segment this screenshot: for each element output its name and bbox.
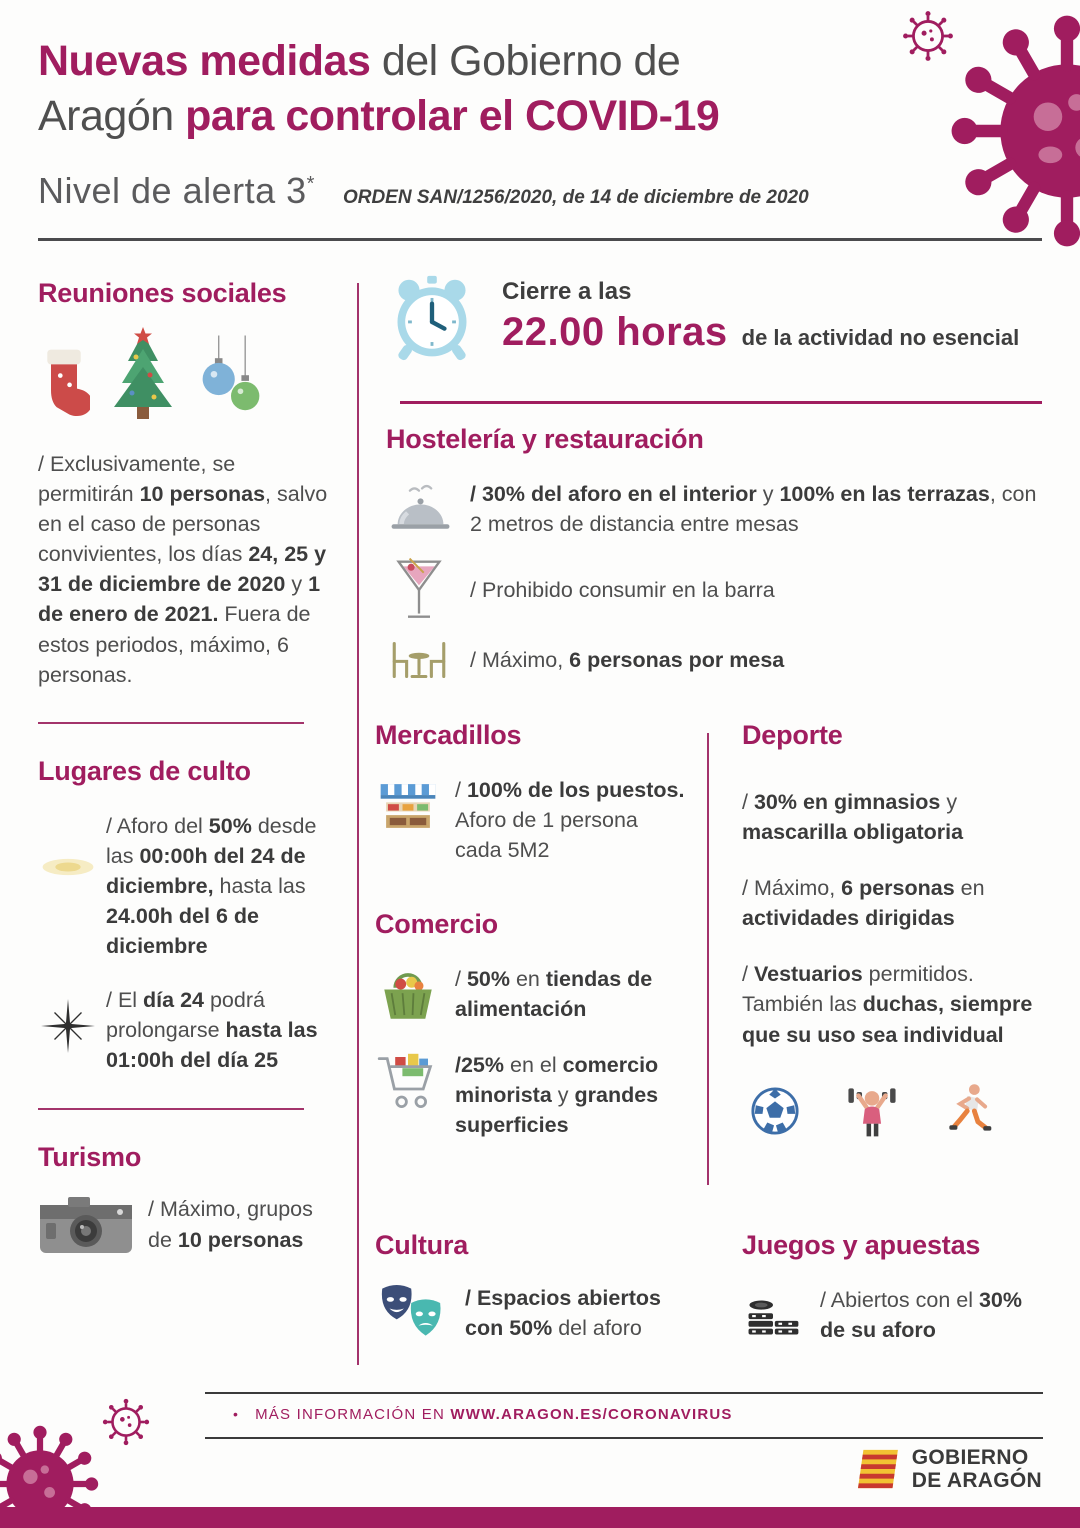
deporte-item-3-text: / Vestuarios permitidos. También las duchas, siempre que su uso sea individual [742, 962, 1033, 1047]
culto-item-2-text: / El día 24 podrá prolongarse hasta las 01:00h del día 25 [106, 988, 318, 1073]
more-info-text [233, 1406, 1033, 1423]
juegos-item [742, 1285, 1044, 1345]
cocktail-icon [393, 557, 445, 623]
page-title-line1: Nuevas medidas del Gobierno de [38, 37, 681, 85]
coronavirus-url[interactable]: WWW.ARAGON.ES/CORONAVIRUS [450, 1406, 733, 1423]
comercio-item-1 [375, 964, 691, 1026]
deporte-item-1-text: / 30% en gimnasios y mascarilla obligatoria [742, 790, 964, 845]
star-icon [41, 999, 95, 1053]
logo-line2: DE ARAGÓN [911, 1469, 1042, 1493]
sports-icons-row [742, 1082, 1044, 1140]
order-reference: ORDEN SAN/1256/2020, de 14 de diciembre de 2020 [342, 187, 809, 208]
section-title-comercio: Comercio [375, 909, 498, 940]
section-title-culto: Lugares de culto [38, 755, 251, 786]
page-title [38, 34, 719, 144]
cultura-item [375, 1283, 691, 1343]
section-title-deporte: Deporte [742, 720, 843, 750]
alert-row [38, 170, 809, 212]
comercio-item-2 [375, 1050, 691, 1140]
hosteleria-item-2-text: / Prohibido consumir en la barra [470, 578, 775, 603]
turismo-item [38, 1193, 336, 1257]
logo-text [912, 1446, 1042, 1492]
alert-asterisk: * [306, 173, 315, 195]
grocery-basket-icon [377, 964, 439, 1026]
vertical-divider-main [357, 283, 359, 1365]
bottom-accent-bar [0, 1507, 1080, 1528]
alarm-clock-icon [386, 274, 478, 366]
juegos-section [742, 1230, 1044, 1345]
middle-column [375, 720, 691, 1141]
christmas-icons-row [38, 327, 336, 423]
hosteleria-item-2 [386, 557, 1046, 623]
hosteleria-item-1 [386, 479, 1046, 539]
virus-solid-icon [948, 12, 1080, 250]
closure-intro: Cierre a las [502, 278, 632, 305]
hosteleria-section [386, 424, 1046, 683]
soccer-ball-icon [750, 1086, 800, 1136]
comercio-item-2-text: /25% en el comercio minorista y grandes superficies [455, 1053, 659, 1138]
vertical-divider-mid [707, 733, 709, 1185]
section-title-juegos: Juegos y apuestas [742, 1230, 981, 1260]
page-title-line2: Aragón para controlar el COVID-19 [38, 92, 720, 141]
christmas-stocking-icon [38, 343, 90, 423]
closure-divider [400, 401, 1042, 404]
virus-outline-icon-footer [100, 1396, 152, 1448]
left-column [38, 278, 336, 1257]
gobierno-aragon-logo [856, 1446, 1042, 1492]
hosteleria-item-3-text: / Máximo, 6 personas por mesa [470, 648, 785, 673]
baubles-icon [196, 335, 266, 423]
section-title-mercadillos: Mercadillos [375, 720, 522, 750]
section-title-reuniones: Reuniones sociales [38, 278, 287, 308]
closure-time: 22.00 horas [502, 310, 728, 354]
bullet-point: • [233, 1406, 240, 1422]
closure-scope: de la actividad no esencial [741, 325, 1020, 350]
christmas-tree-icon [106, 327, 180, 423]
camera-icon [38, 1193, 134, 1257]
juegos-item-text: / Abiertos con el 30% de su aforo [820, 1288, 1022, 1343]
deporte-item-2-text: / Máximo, 6 personas en actividades dirigidas [742, 876, 985, 931]
cloche-icon [387, 484, 451, 534]
section-title-turismo: Turismo [38, 1141, 142, 1172]
candle-glow-icon [39, 847, 97, 887]
left-divider-2 [38, 1108, 304, 1110]
logo-line1: GOBIERNO [911, 1446, 1029, 1469]
turismo-item-text: / Máximo, grupos de 10 personas [148, 1197, 313, 1252]
theater-masks-icon [375, 1283, 451, 1343]
right-column [742, 720, 1044, 1140]
weightlifting-icon [846, 1082, 898, 1140]
more-info-label: MÁS INFORMACIÓN EN [255, 1406, 451, 1423]
mercadillos-item [375, 775, 691, 865]
left-divider-1 [38, 722, 304, 724]
culto-item-1-text: / Aforo del 50% desde las 00:00h del 24 de diciembre, hasta las 24.00h del 6 de diciembre [106, 813, 317, 959]
cultura-item-text: / Espacios abiertos con 50% del aforo [465, 1286, 661, 1341]
aragon-flag-icon [856, 1447, 902, 1491]
closure-banner [386, 274, 1046, 366]
header-divider [38, 238, 1042, 241]
table-chairs-icon [386, 637, 452, 683]
footer-info-bar [205, 1392, 1043, 1439]
alert-level: Nivel de alerta 3* [38, 170, 315, 211]
runner-icon [944, 1082, 994, 1140]
culto-item-1 [38, 811, 336, 961]
shopping-cart-icon [376, 1050, 440, 1112]
hosteleria-item-1-text: / 30% del aforo en el interior y 100% en las terrazas, con 2 metros de distancia entre mesas [470, 482, 1037, 537]
comercio-item-1-text: / 50% en tiendas de alimentación [455, 967, 653, 1022]
reuniones-body: / Exclusivamente, se permitirán 10 personas, salvo en el caso de personas convivientes, los días 24, 25 y 31 de diciembre de 2020 y 1 de enero de 2021. Fuera de estos periodos, máximo, 6 personas. [38, 452, 328, 687]
hosteleria-item-3 [386, 637, 1046, 683]
mercadillos-item-text: / 100% de los puestos. Aforo de 1 persona cada 5M2 [455, 778, 685, 863]
section-title-hosteleria: Hostelería y restauración [386, 424, 704, 454]
poker-chips-icon [744, 1289, 802, 1341]
culto-item-2 [38, 985, 336, 1075]
cultura-section [375, 1230, 691, 1343]
section-title-cultura: Cultura [375, 1230, 469, 1260]
market-stall-icon [377, 775, 439, 837]
